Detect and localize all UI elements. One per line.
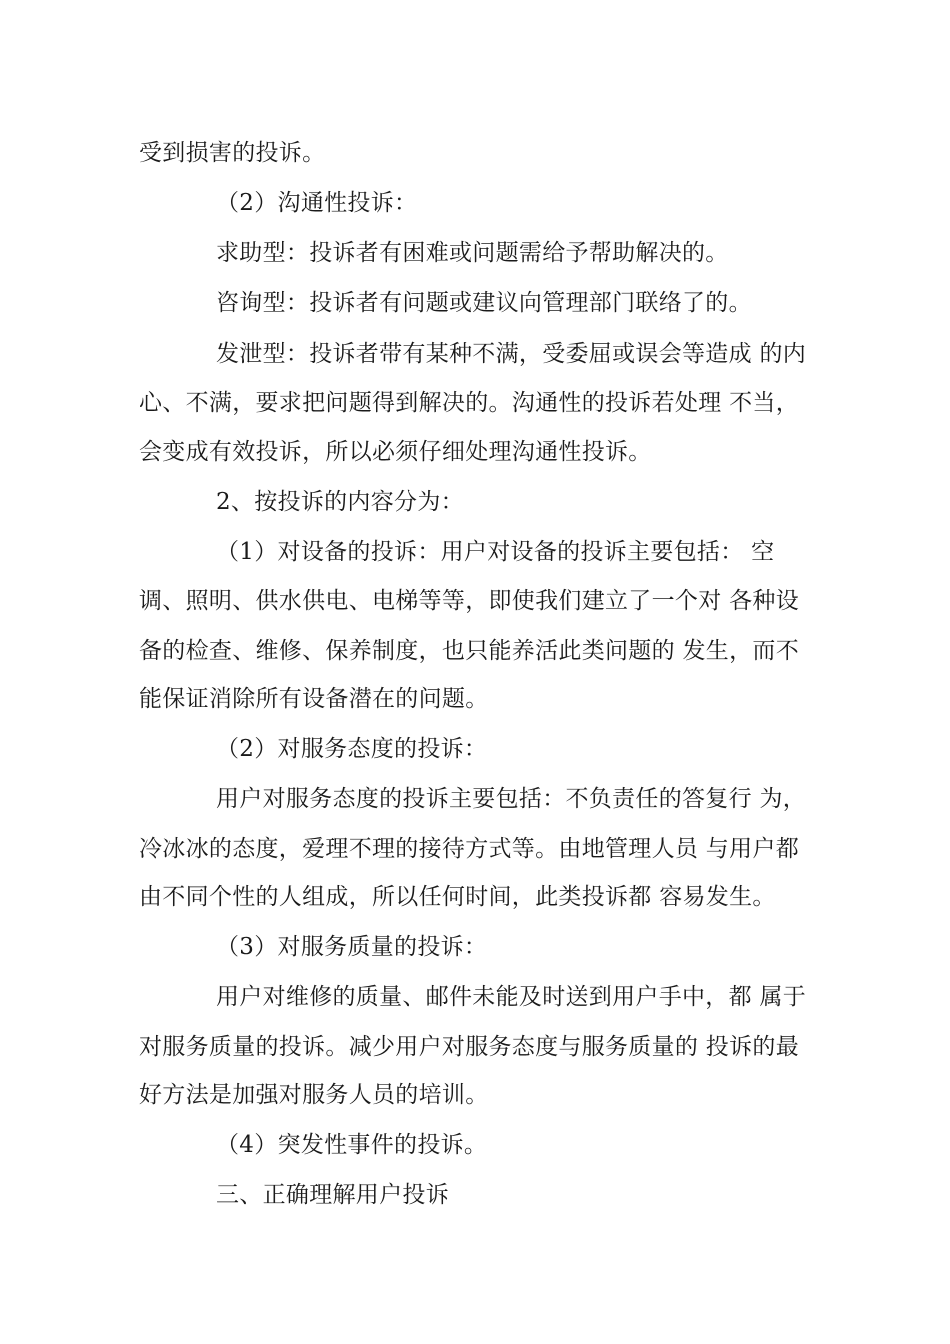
text-line: 三、正确理解用户投诉 (216, 1182, 449, 1208)
text-line: 备的检查、维修、保养制度，也只能养活此类问题的 发生，而不 (139, 638, 800, 664)
text-line: 发泄型：投诉者带有某种不满，受委屈或误会等造成 的内 (216, 341, 807, 367)
text-line: 心、不满，要求把问题得到解决的。沟通性的投诉若处理 不当， (139, 390, 800, 416)
text-line: 求助型：投诉者有困难或问题需给予帮助解决的。 (216, 240, 729, 266)
text-line: 由不同个性的人组成，所以任何时间，此类投诉都 容易发生。 (139, 884, 776, 910)
text-line: 用户对维修的质量、邮件未能及时送到用户手中，都 属于 (216, 984, 807, 1010)
text-line: 会变成有效投诉，所以必须仔细处理沟通性投诉。 (139, 439, 652, 465)
text-line: 调、照明、供水供电、电梯等等，即使我们建立了一个对 各种设 (139, 588, 800, 614)
text-line: 冷冰冰的态度，爱理不理的接待方式等。由地管理人员 与用户都 (139, 836, 800, 862)
text-line: 咨询型：投诉者有问题或建议向管理部门联络了的。 (216, 290, 752, 316)
text-line: 受到损害的投诉。 (139, 140, 326, 166)
text-line: （2）沟通性投诉： (216, 190, 418, 216)
text-line: （2）对服务态度的投诉： (216, 736, 488, 762)
text-line: 用户对服务态度的投诉主要包括：不负责任的答复行 为， (216, 786, 807, 812)
text-line: 对服务质量的投诉。减少用户对服务态度与服务质量的 投诉的最 (139, 1034, 800, 1060)
text-line: （1）对设备的投诉：用户对设备的投诉主要包括： 空 (216, 539, 775, 565)
text-line: （3）对服务质量的投诉： (216, 934, 488, 960)
text-line: 能保证消除所有设备潜在的问题。 (139, 686, 489, 712)
text-line: 2、按投诉的内容分为： (216, 489, 464, 515)
text-line: （4）突发性事件的投诉。 (216, 1132, 488, 1158)
text-line: 好方法是加强对服务人员的培训。 (139, 1082, 489, 1108)
